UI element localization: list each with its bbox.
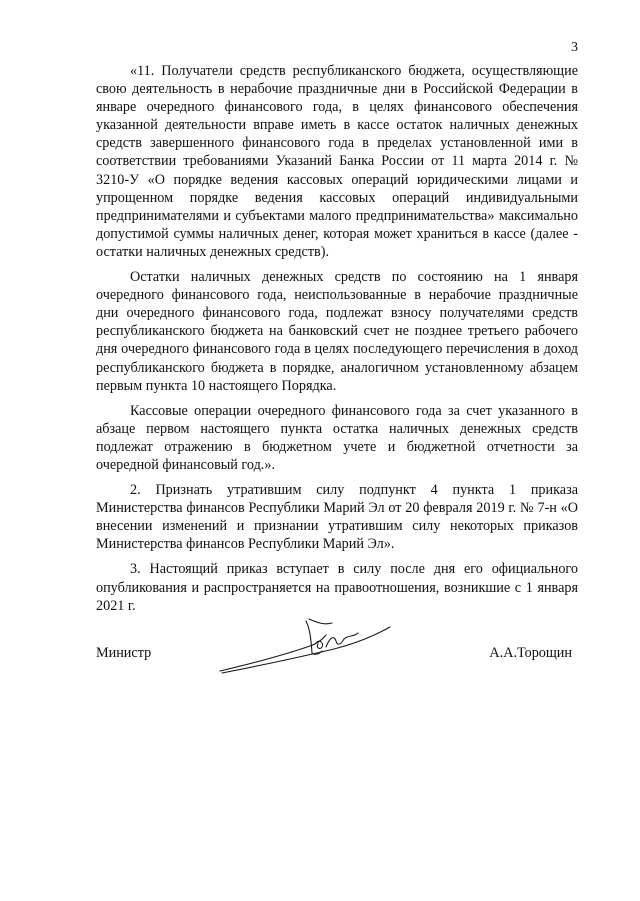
signatory-role: Министр (96, 645, 152, 661)
paragraph-3-effect: 3. Настоящий приказ вступает в силу после дня его официального опубликования и распространяется на правоотношения, возникшие с 1 января 2021 г. (96, 561, 578, 614)
paragraph-11-cash-balances: «11. Получатели средств республиканского бюджета, осуществляющие свою деятельность в нерабочие праздничные дни в Российской Федерации в январе очередного финансового года, в целях финансового обеспечения указанной деятельности вправе иметь в кассе остаток наличных денежных средств завершенного финансового года в пределах установленной ими в соответствии требованиями Указаний Банка России от 11 марта 2014 г. № 3210-У «О порядке ведения кассовых операций юридическими лицами и упрощенном порядке ведения кассовых операций индивидуальными предпринимателями и субъектами малого предпринимательства» максимально допустимой суммы наличных денег, которая может храниться в кассе (далее - остатки наличных денежных средств). (96, 63, 578, 260)
page-number: 3 (571, 40, 578, 55)
handwritten-signature-icon (214, 613, 394, 683)
paragraph-cash-operations: Кассовые операции очередного финансового года за счет указанного в абзаце первом настоящего пункта остатка наличных денежных средств подлежат отражению в бюджетном учете и бюджетной отчетности за очередной финансовый год.». (96, 402, 578, 473)
paragraph-2-repeal: 2. Признать утратившим силу подпункт 4 пункта 1 приказа Министерства финансов Республики Марий Эл от 20 февраля 2019 г. № 7-н «О внесении изменений и признании утратившим силу некоторых приказов Министерства финансов Республики Марий Эл». (96, 482, 578, 553)
signatory-name: А.А.Торощин (489, 645, 572, 661)
document-body (96, 62, 578, 622)
signature-block (96, 643, 578, 683)
paragraph-balances-deposit: Остатки наличных денежных средств по состоянию на 1 января очередного финансового года, неиспользованные в нерабочие праздничные дни очередного финансового года, подлежат взносу получателями средств республиканского бюджета на банковский счет не позднее третьего рабочего дня очередного финансового года в целях последующего перечисления в доход республиканского бюджета в порядке, аналогичном установленному абзацем первым пункта 10 настоящего Порядка. (96, 269, 578, 394)
